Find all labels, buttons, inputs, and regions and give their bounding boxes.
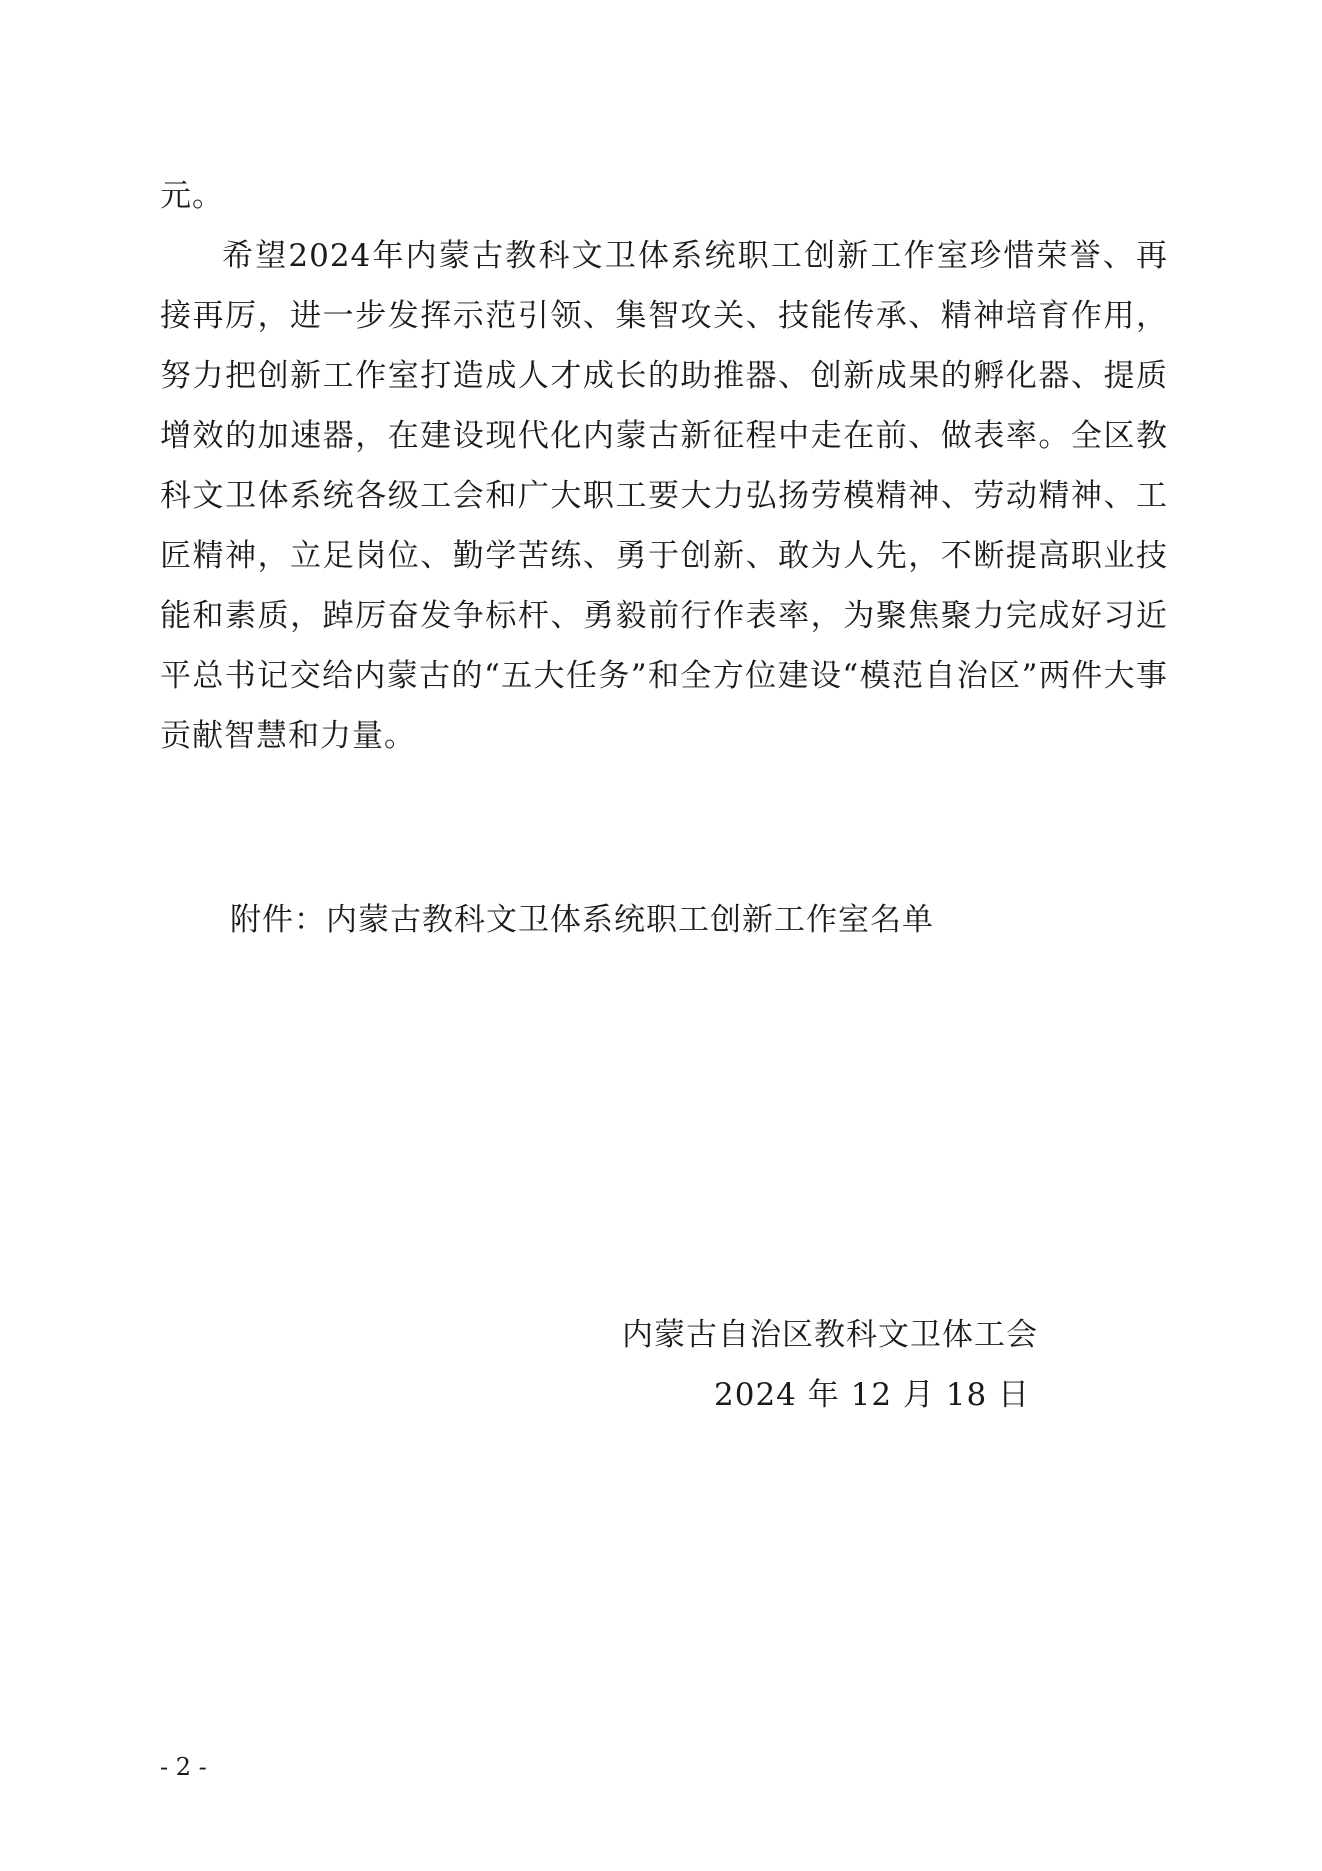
page-number: - 2 - <box>160 1753 207 1781</box>
continuation-line: 元。 <box>160 178 224 214</box>
signature-block <box>622 1305 1082 1425</box>
attachment-line: 附件：内蒙古教科文卫体系统职工创新工作室名单 <box>230 902 934 938</box>
signature-date: 2024 年 12 月 18 日 <box>714 1377 1031 1413</box>
main-paragraph: 希望2024年内蒙古教科文卫体系统职工创新工作室珍惜荣誉、再接再厉，进一步发挥示范引领、集智攻关、技能传承、精神培育作用，努力把创新工作室打造成人才成长的助推器、创新成果的孵化器、提质增效的加速器，在建设现代化内蒙古新征程中走在前、做表率。全区教科文卫体系统各级工会和广大职工要大力弘扬劳模精神、劳动精神、工匠精神，立足岗位、勤学苦练、勇于创新、敢为人先，不断提高职业技能和素质，踔厉奋发争标杆、勇毅前行作表率，为聚焦聚力完成好习近平总书记交给内蒙古的“五大任务”和全方位建设“模范自治区”两件大事贡献智慧和力量。 <box>160 238 1168 754</box>
signature-organization: 内蒙古自治区教科文卫体工会 <box>622 1317 1038 1353</box>
